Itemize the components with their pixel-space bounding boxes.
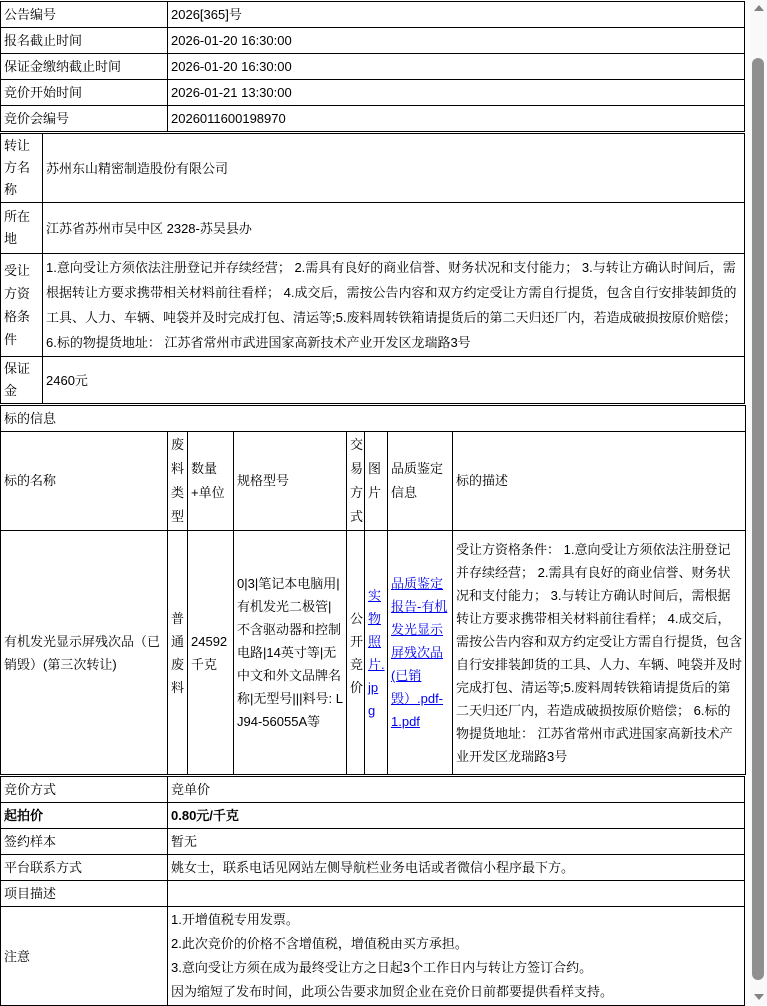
row-label: 保证金 (1, 357, 43, 404)
table-row (1, 106, 745, 132)
row-value: 2026011600198970 (168, 106, 745, 132)
notice-line: 2.此次竞价的价格不含增值税，增值税由买方承担。 (171, 936, 468, 951)
row-label: 起拍价 (1, 803, 168, 829)
column-header-name: 标的名称 (1, 432, 168, 531)
table-row (1, 881, 745, 907)
scrollbar-thumb[interactable] (752, 58, 764, 980)
row-value: 2026-01-20 16:30:00 (168, 54, 745, 80)
scroll-down-button[interactable] (750, 989, 767, 1005)
subject-quantity: 24592千克 (188, 531, 234, 775)
subject-waste-type: 普通废料 (168, 531, 188, 775)
table-row (1, 54, 745, 80)
row-value: 2460元 (43, 357, 745, 404)
row-label: 平台联系方式 (1, 855, 168, 881)
row-value: 1.意向受让方须依法注册登记并存续经营； 2.需具有良好的商业信誉、财务状况和支付能力； 3.与转让方确认时间后，需根据转让方要求携带相关材料前往看样； 4.成交后，需按公告内容和双方约定受让方需自行提货，包含自行安排装卸货的工具、人力、车辆、吨袋并及时完成打包、清运等;5.废料周转铁箱请提货后的第二天归还厂内，若造成破损按原价赔偿； 6.标的物提货地址： 江苏省常州市武进国家高新技术产业开发区龙瑞路3号 (43, 254, 745, 357)
table-row (1, 829, 745, 855)
transferor-info-table (0, 133, 745, 404)
row-label: 签约样本 (1, 829, 168, 855)
row-label: 受让方资格条件 (1, 254, 43, 357)
row-value: 暂无 (168, 829, 745, 855)
table-row (1, 2, 745, 28)
subject-description: 受让方资格条件： 1.意向受让方须依法注册登记并存续经营； 2.需具有良好的商业信誉、财务状况和支付能力； 3.与转让方确认时间后，需根据转让方要求携带相关材料前往看样； 4.成交后，需按公告内容和双方约定受让方需自行提货，包含自行安排装卸货的工具、人力、车辆、吨袋并及时完成打包、清运等;5.废料周转铁箱请提货后的第二天归还厂内，若造成破损按原价赔偿； 6.标的物提货地址： 江苏省常州市武进国家高新技术产业开发区龙瑞路3号 (453, 531, 746, 775)
row-value: 2026[365]号 (168, 2, 745, 28)
quality-report-link[interactable]: 品质鉴定报告-有机发光显示屏残次品(已销毁）.pdf-1.pdf (391, 576, 448, 729)
row-label: 项目描述 (1, 881, 168, 907)
table-row (1, 803, 745, 829)
notice-line: 因为缩短了发布时间，此项公告要求加贸企业在竞价日前都要提供看样支持。 (171, 984, 614, 999)
column-header-description: 标的描述 (453, 432, 746, 531)
subject-item-row (1, 531, 746, 775)
notice-cell (168, 907, 745, 1006)
subject-info-table (0, 405, 746, 775)
table-row (1, 254, 745, 357)
row-value: 苏州东山精密制造股份有限公司 (43, 134, 745, 203)
row-label: 保证金缴纳截止时间 (1, 54, 168, 80)
column-header-trade-method: 交易方式 (347, 432, 365, 531)
row-label: 报名截止时间 (1, 28, 168, 54)
subject-spec: 0|3|笔记本电脑用|有机发光二极管|不含驱动器和控制电路|14英寸等|无中文和外文品牌名称|无型号|||料号: LJ94-56055A等 (234, 531, 347, 775)
subject-trade-method: 公开竞价 (347, 531, 365, 775)
scrollbar[interactable] (750, 0, 767, 1005)
row-value: 2026-01-21 13:30:00 (168, 80, 745, 106)
row-label: 注意 (1, 907, 168, 1006)
table-row (1, 28, 745, 54)
table-row (1, 357, 745, 404)
table-row (1, 907, 745, 1006)
table-row (1, 855, 745, 881)
table-row (1, 203, 745, 254)
column-header-quantity: 数量+单位 (188, 432, 234, 531)
subject-picture-cell (365, 531, 388, 775)
row-value: 2026-01-20 16:30:00 (168, 28, 745, 54)
photo-link[interactable]: 实物照片.jpg (368, 587, 385, 718)
scroll-up-button[interactable] (750, 0, 767, 16)
row-label: 竞价开始时间 (1, 80, 168, 106)
column-header-quality-info: 品质鉴定信息 (388, 432, 453, 531)
subject-name: 有机发光显示屏残次品（已销毁）(第三次转让) (1, 531, 168, 775)
table-row (1, 134, 745, 203)
row-value (168, 881, 745, 907)
row-label: 转让方名称 (1, 134, 43, 203)
subject-quality-cell (388, 531, 453, 775)
row-label: 公告编号 (1, 2, 168, 28)
table-row (1, 777, 745, 803)
row-label: 所在地 (1, 203, 43, 254)
row-value: 0.80元/千克 (168, 803, 745, 829)
chevron-up-icon (754, 5, 764, 11)
row-value: 竞单价 (168, 777, 745, 803)
section-title: 标的信息 (1, 406, 746, 432)
row-label: 竞价会编号 (1, 106, 168, 132)
announcement-info-table (0, 1, 745, 132)
bidding-info-table (0, 776, 745, 1006)
column-header-spec: 规格型号 (234, 432, 347, 531)
chevron-down-icon (754, 994, 764, 1000)
table-row (1, 406, 746, 432)
row-value: 江苏省苏州市吴中区 2328-苏吴县办 (43, 203, 745, 254)
column-header-picture: 图片 (365, 432, 388, 531)
notice-line: 3.意向受让方须在成为最终受让方之日起3个工作日内与转让方签订合约。 (171, 960, 593, 975)
row-label: 竞价方式 (1, 777, 168, 803)
table-row (1, 80, 745, 106)
announcement-detail (0, 1, 745, 1006)
table-header-row (1, 432, 746, 531)
row-value: 姚女士，联系电话见网站左侧导航栏业务电话或者微信小程序最下方。 (168, 855, 745, 881)
notice-line: 1.开增值税专用发票。 (171, 912, 299, 927)
column-header-waste-type: 废料类型 (168, 432, 188, 531)
